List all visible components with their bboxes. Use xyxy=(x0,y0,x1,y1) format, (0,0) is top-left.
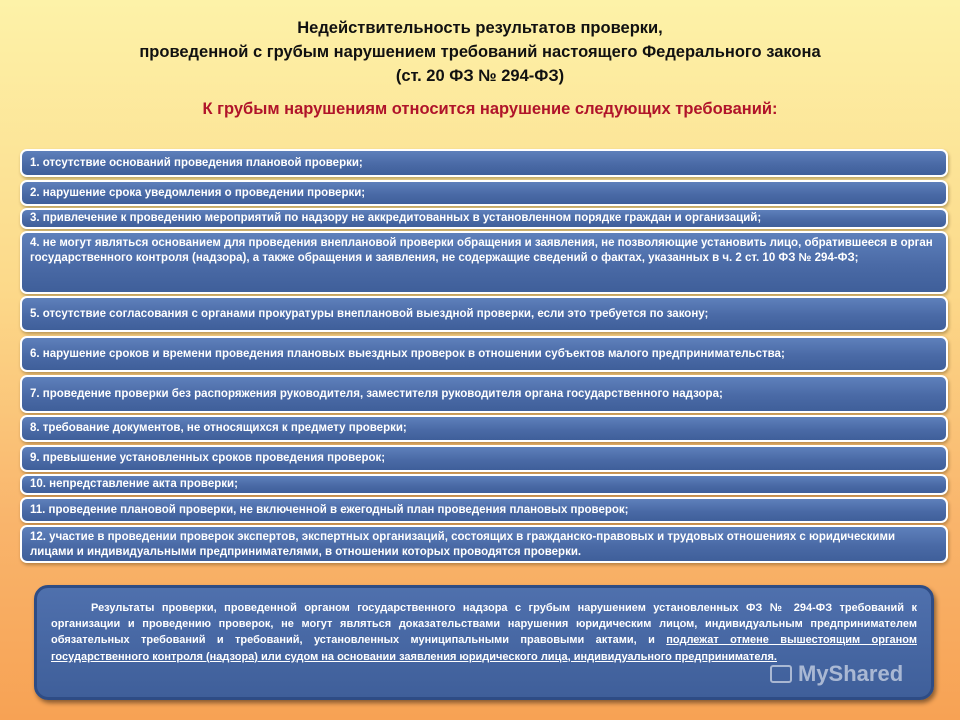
list-item-11: 11. проведение плановой проверки, не включенной в ежегодный план проведения плановых проверок; xyxy=(20,497,948,523)
list-item-10: 10. непредставление акта проверки; xyxy=(20,474,948,495)
slide-subtitle: К грубым нарушениям относится нарушение следующих требований: xyxy=(202,100,778,118)
list-item-2: 2. нарушение срока уведомления о проведении проверки; xyxy=(20,180,948,206)
list-item-8: 8. требование документов, не относящихся к предмету проверки; xyxy=(20,415,948,442)
title-line-1: Недействительность результатов проверки, xyxy=(297,19,663,37)
watermark xyxy=(770,662,930,686)
list-item-9: 9. превышение установленных сроков проведения проверок; xyxy=(20,445,948,472)
list-item-6: 6. нарушение сроков и времени проведения плановых выездных проверок в отношении субъектов малого предпринимательства; xyxy=(20,336,948,372)
watermark-text: MyShared xyxy=(798,661,904,686)
note-underlined-text: подлежат отмене вышестоящим органом государственного контроля (надзора) или судом на основании заявления юридического лица, индивидуального предпринимателя. xyxy=(51,634,918,663)
title-line-2: проведенной с грубым нарушением требований настоящего Федерального закона xyxy=(139,43,821,61)
list-item-4: 4. не могут являться основанием для проведения внеплановой проверки обращения и заявления, не позволяющие установить лицо, обратившееся в орган государственного контроля (надзора), а также обращения и заявления, не содержащие сведений о фактах, указанных в ч. 2 ст. 10 ФЗ № 294-ФЗ; xyxy=(20,231,948,294)
title-line-3: (ст. 20 ФЗ № 294-ФЗ) xyxy=(395,67,565,85)
list-item-1: 1. отсутствие оснований проведения плановой проверки; xyxy=(20,149,948,177)
list-item-3: 3. привлечение к проведению мероприятий по надзору не аккредитованных в установленном порядке граждан и организаций; xyxy=(20,208,948,229)
slide-title xyxy=(80,16,880,88)
watermark-logo-icon xyxy=(770,665,792,683)
note-text: Результаты проверки, проведенной органом государственного надзора с грубым нарушением установленных ФЗ № 294-ФЗ требований к организации и проведению проверок, не могут являться доказательствами нарушения юридическим лицом, индивидуальным предпринимателем обязательных требований и требований, установленных муниципальными правовыми актами, и xyxy=(51,602,917,647)
list-item-7: 7. проведение проверки без распоряжения руководителя, заместителя руководителя органа государственного надзора; xyxy=(20,375,948,413)
list-item-5: 5. отсутствие согласования с органами прокуратуры внеплановой выездной проверки, если это требуется по закону; xyxy=(20,296,948,332)
list-item-12: 12. участие в проведении проверок экспертов, экспертных организаций, состоящих в гражданско-правовых и трудовых отношениях с юридическими лицами и индивидуальными предпринимателями, в отношении которых проводятся проверки. xyxy=(20,525,948,563)
